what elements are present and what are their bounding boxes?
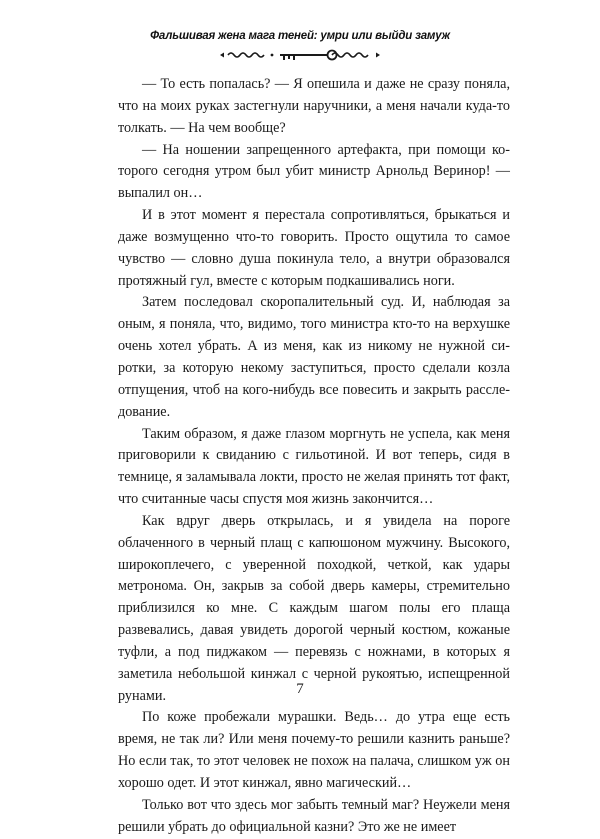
paragraph: И в этот момент я перестала сопротивляться, брыкаться и даже возмущенно что-то говорить. Просто ощутила то самое чувство — словно душа покинула тело, а внутри образовался протяжный гул, вместе с которым подкашивались ноги.: [118, 207, 510, 289]
key-ornament-icon: [200, 47, 400, 63]
paragraph: Таким образом, я даже глазом моргнуть не успела, как меня приговорили к свиданию с гильотиной. И вот теперь, сидя в темнице, я заламывала локти, просто не желая принять тот факт, что считанные часы спустя моя жизнь закончится…: [118, 425, 510, 508]
paragraph: По коже пробежали мурашки. Ведь… до утра еще есть время, не так ли? Или меня почему-то решили казнить раньше? Но если так, то этот человек не похож на палача, слишком уж он хорошо одет. И этот кинжал, явно магический…: [118, 709, 510, 791]
paragraph: Только вот что здесь мог забыть темный маг? Неужели меня решили убрать до официальной казни? Это же не имеет: [118, 796, 510, 835]
page-number: 7: [296, 681, 304, 697]
paragraph: Затем последовал скоропалительный суд. И, наблюдая за оным, я поняла, что, видимо, того министра кто-то на верхушке очень хотел убрать. А из меня, как из никому не нужной сиротки, за которую некому заступиться, просто сделали козла отпущения, чтоб на кого-нибудь все повесить и закрыть расследование.: [118, 294, 510, 420]
paragraph: — На ношении запрещенного артефакта, при помощи которого сегодня утром был убит министр Арнольд Веринор! — выпалил он…: [118, 141, 510, 202]
running-title: Фальшивая жена мага теней: умри или выйди замуж: [150, 30, 450, 42]
paragraph: Как вдруг дверь открылась, и я увидела на пороге облаченного в черный плащ с капюшоном мужчину. Высокого, широкоплечего, с уверенной походкой, четкой, как удары метронома. Он, закрыв за собой дверь камеры, стремительно приблизился ко мне. С каждым шагом полы его плаща развевались, давая увидеть дорогой черный костюм, кожаные туфли, а под пиджаком — перевязь с ножнами, в которых я заметила небольшой кинжал с черной рукоятью, испещренной рунами.: [118, 512, 510, 704]
body-text: [118, 74, 510, 839]
paragraph: — То есть попалась? — Я опешила и даже не сразу поняла, что на моих руках застегнули наручники, а меня начали куда-то толкать. — На чем вообще?: [118, 76, 510, 136]
